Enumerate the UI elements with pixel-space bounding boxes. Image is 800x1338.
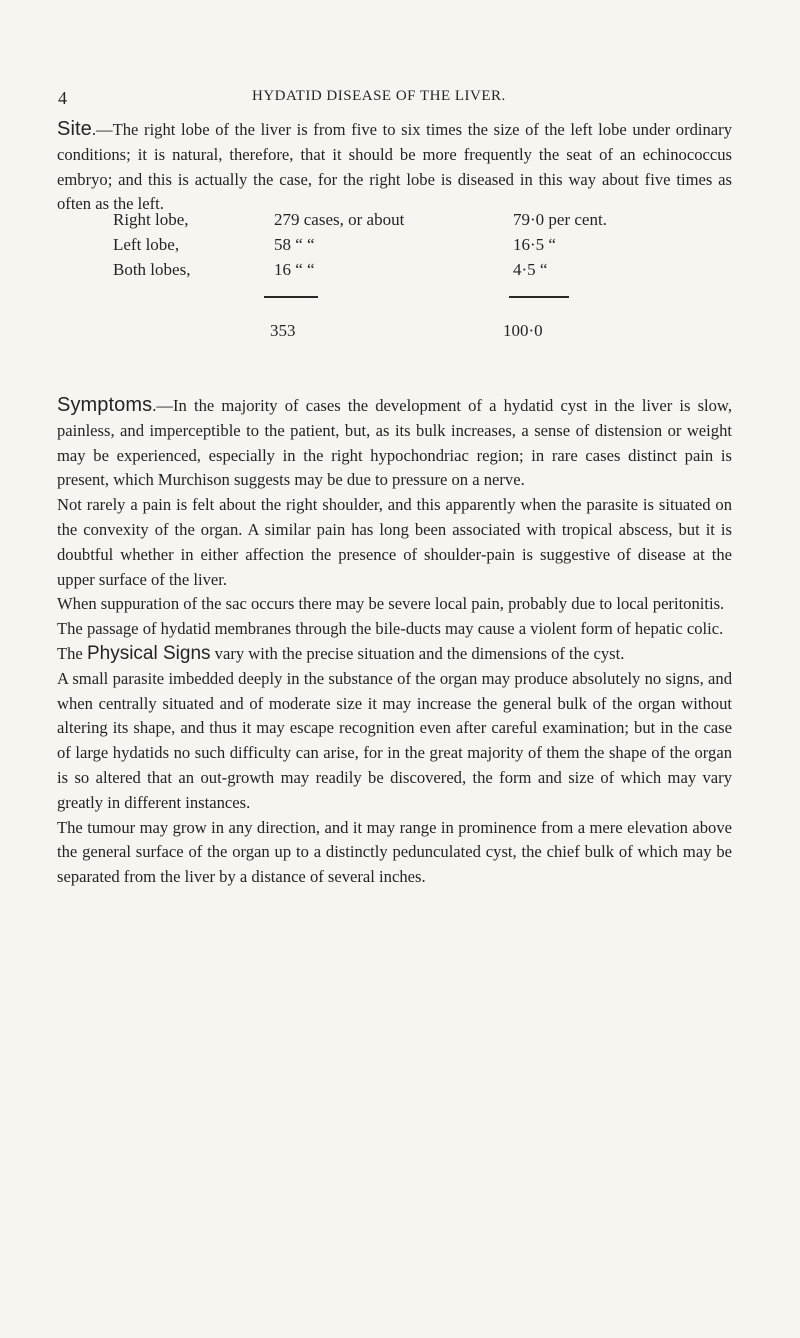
site-heading: Site [57,118,92,140]
shoulder-pain-paragraph: Not rarely a pain is felt about the right shoulder, and this apparently when the parasite is situated on the convexity of the organ. A similar pain has long been associated with tropical abscess, but it is doubtful whether in either affection the presence of shoulder-pain is suggestive of disease at the upper surface of the liver. [57,495,732,589]
percentage: 16·5 “ [513,235,556,254]
total-percent: 100·0 [503,321,543,340]
hepatic-colic-paragraph: The passage of hydatid membranes through the bile-ducts may cause a violent form of hepatic colic. [57,619,724,639]
lobe-label: Both lobes, [113,260,191,279]
case-count: 16 “ “ [274,260,315,279]
case-count: 279 cases, or about [274,210,405,229]
symptoms-heading: Symptoms [57,394,153,416]
symptoms-intro-text: .—In the majority of cases the development of a hydatid cyst in the liver is slow, painless, and imperceptible to the patient, but, as its bulk increases, a sense of distension or weight may be experienced, especially in the right hypochondriac region; in rare cases distinct pain is present, which Murchison suggests may be due to pressure on a nerve. [57,396,732,490]
physical-signs-paragraph [57,642,732,667]
suppuration-paragraph: When suppuration of the sac occurs there may be severe local pain, probably due to local peritonitis. [57,594,725,614]
percent-total-rule [509,296,569,298]
lobe-label: Left lobe, [113,235,180,254]
lobe-label: Right lobe, [113,210,189,229]
site-paragraph [57,117,732,217]
site-section [57,117,732,217]
page-number: 4 [58,88,67,108]
cases-total-rule [264,296,318,298]
percentage: 4·5 “ [513,260,548,279]
lobe-distribution-table [113,208,653,348]
percentage: 79·0 per cent. [513,210,607,229]
running-head [58,88,728,114]
table-row [113,208,653,233]
tumour-growth-paragraph: The tumour may grow in any direction, and it may range in prominence from a mere elevation above the general surface of the organ up to a distinctly pedunculated cyst, the chief bulk of which may be separated from the liver by a distance of several inches. [57,817,732,887]
physical-signs-heading: Physical Signs [86,642,211,664]
physical-signs-end: vary with the precise situation and the dimensions of the cyst. [210,643,625,663]
small-parasite-paragraph: A small parasite imbedded deeply in the substance of the organ may produce absolutely no signs, and when centrally situated and of moderate size it may increase the general bulk of the organ without altering its shape, and thus it may escape recognition even after careful examination; but in the case of large hydatids no such difficulty can arise, for in the great majority of them the shape of the organ is so altered that an out-growth may readily be discovered, the form and size of which may vary greatly in different instances. [57,668,732,812]
table-row [113,233,653,258]
physical-signs-start: The [57,643,87,663]
table-row [113,258,653,283]
total-cases: 353 [270,321,296,340]
symptoms-paragraph [57,393,732,493]
case-count: 58 “ “ [274,235,315,254]
symptoms-section [57,393,732,890]
site-text: .—The right lobe of the liver is from five to six times the size of the left lobe under ordinary conditions; it is natural, therefore, that it should be more frequently the seat of an echinococcus embryo; and this is actually the case, for the right lobe is diseased in this way about five times as often as the left. [57,120,732,214]
running-head-title: HYDATID DISEASE OF THE LIVER. [252,88,506,104]
